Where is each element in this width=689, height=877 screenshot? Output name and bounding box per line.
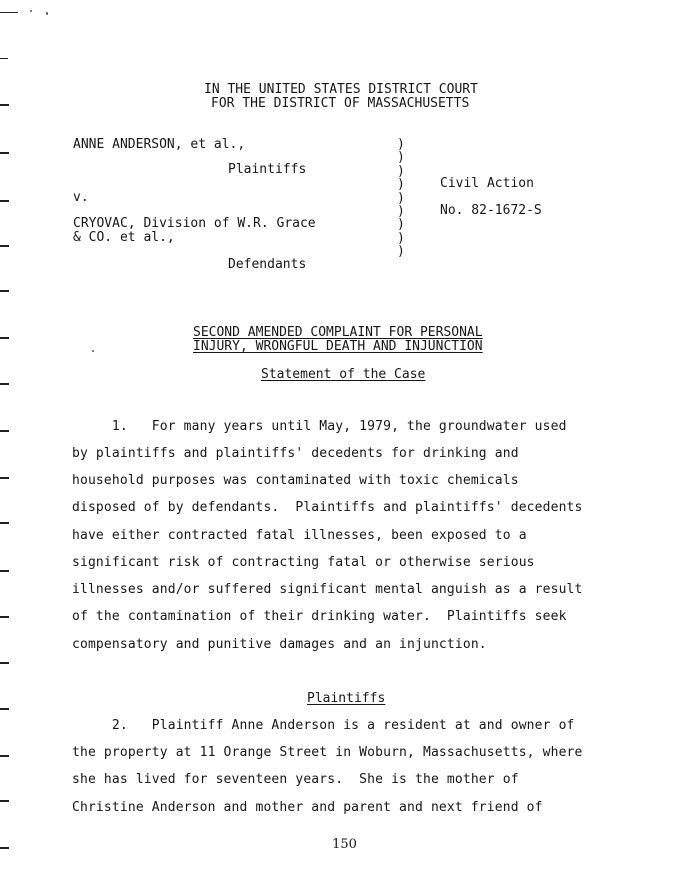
paragraph-line: the property at 11 Orange Street in Woburn, Massachusetts, where (72, 745, 583, 760)
margin-mark (0, 12, 18, 13)
margin-mark (0, 337, 9, 339)
margin-mark (0, 708, 9, 710)
document-title-line2: INJURY, WRONGFUL DEATH AND INJUNCTION (193, 339, 483, 354)
margin-mark (0, 152, 9, 154)
paragraph-line: significant risk of contracting fatal or otherwise serious (72, 555, 535, 570)
margin-mark (0, 662, 9, 664)
paragraph-line: by plaintiffs and plaintiffs' decedents for drinking and (72, 446, 519, 461)
margin-mark (0, 477, 9, 479)
section-heading-plaintiffs: Plaintiffs (307, 691, 386, 706)
defendant-name-line2: & CO. et al., (73, 230, 175, 245)
section-heading-statement: Statement of the Case (261, 367, 426, 382)
paragraph-line: she has lived for seventeen years. She is the mother of (72, 772, 519, 787)
margin-mark (0, 58, 8, 59)
versus-label: v. (73, 190, 89, 205)
scan-speck (46, 12, 48, 15)
paragraph-line: Christine Anderson and mother and parent and next friend of (72, 800, 543, 815)
plaintiff-role: Plaintiffs (228, 162, 307, 177)
plaintiff-name: ANNE ANDERSON, et al., (73, 137, 246, 152)
paragraph-line: disposed of by defendants. Plaintiffs and plaintiffs' decedents (72, 500, 583, 515)
paragraph-line: have either contracted fatal illnesses, been exposed to a (72, 528, 527, 543)
scan-speck (30, 10, 32, 12)
paragraph-line: 1. For many years until May, 1979, the groundwater used (72, 419, 567, 434)
margin-mark (0, 616, 9, 618)
margin-mark (0, 570, 9, 572)
paragraph-line: compensatory and punitive damages and an injunction. (72, 637, 487, 652)
page-number: 150 (332, 837, 357, 852)
defendant-role: Defendants (228, 257, 307, 272)
court-name: IN THE UNITED STATES DISTRICT COURT (204, 82, 478, 97)
margin-mark (0, 200, 9, 202)
paragraph-line: 2. Plaintiff Anne Anderson is a resident at and owner of (72, 718, 575, 733)
margin-mark (0, 430, 9, 432)
margin-mark (0, 104, 9, 106)
paragraph-line: household purposes was contaminated with toxic chemicals (72, 473, 519, 488)
margin-mark (0, 245, 9, 247)
margin-mark (0, 290, 9, 292)
margin-mark (0, 755, 9, 757)
document-title-line1: SECOND AMENDED COMPLAINT FOR PERSONAL (193, 325, 483, 340)
court-district: FOR THE DISTRICT OF MASSACHUSETTS (211, 96, 470, 111)
defendant-name-line1: CRYOVAC, Division of W.R. Grace (73, 216, 316, 231)
caption-parentheses: ) ) ) ) ) ) ) ) ) (397, 137, 405, 260)
civil-action-label: Civil Action (440, 176, 534, 191)
margin-mark (0, 383, 9, 385)
paragraph-line: of the contamination of their drinking water. Plaintiffs seek (72, 609, 567, 624)
paragraph-line: illnesses and/or suffered significant mental anguish as a result (72, 582, 583, 597)
case-number: No. 82-1672-S (440, 203, 542, 218)
margin-mark (0, 800, 9, 802)
scan-speck (92, 350, 94, 352)
margin-mark (0, 522, 9, 524)
